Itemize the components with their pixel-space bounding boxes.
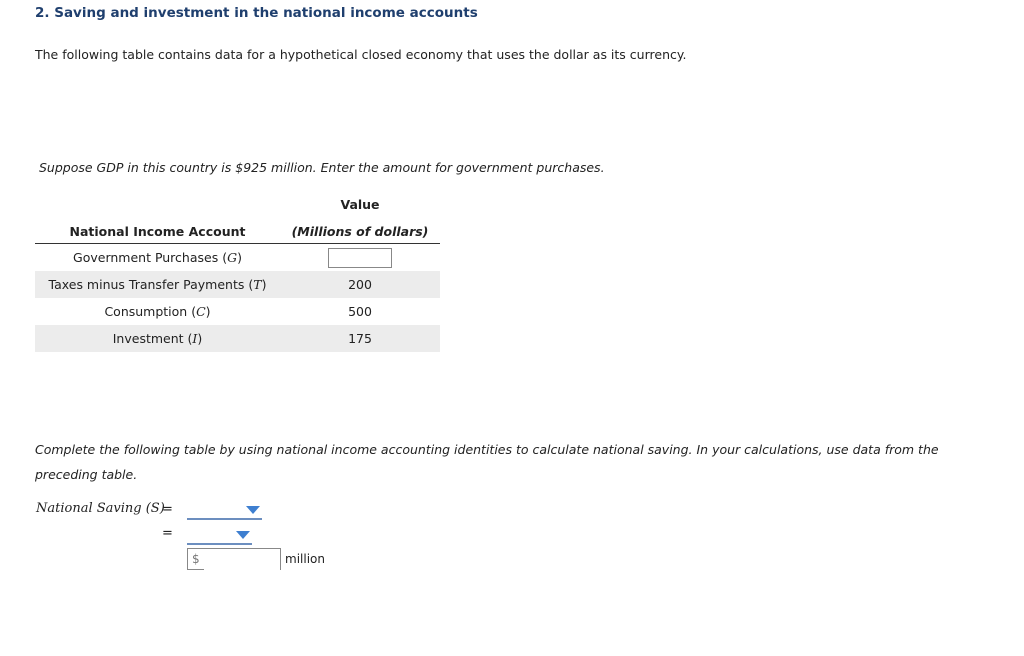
row-label: Government Purchases (G) xyxy=(73,250,242,265)
equals-sign: = xyxy=(162,526,173,541)
chevron-down-icon xyxy=(246,506,260,514)
dollar-sign: $ xyxy=(192,552,200,566)
row-value: 200 xyxy=(280,271,440,298)
row-value: 175 xyxy=(280,325,440,352)
equals-sign: = xyxy=(162,502,173,517)
intro-text: The following table contains data for a hypothetical closed economy that uses the dollar as its currency. xyxy=(35,47,687,62)
saving-formula-dropdown-2[interactable] xyxy=(187,527,252,545)
row-label: Investment (I) xyxy=(35,325,280,352)
row-value: 500 xyxy=(348,304,372,319)
table-row xyxy=(35,298,440,325)
national-saving-input[interactable] xyxy=(204,550,280,570)
row-label: Consumption (C) xyxy=(104,304,211,319)
units-header: (Millions of dollars) xyxy=(280,213,440,244)
table-row xyxy=(35,271,440,298)
table-row xyxy=(35,325,440,352)
national-income-table xyxy=(35,195,440,352)
gdp-prompt: Suppose GDP in this country is $925 million. Enter the amount for government purchases. xyxy=(39,160,605,175)
saving-instruction: Complete the following table by using national income accounting identities to calculate national saving. In your calculations, use data from the preceding table. xyxy=(35,442,939,482)
saving-formula-dropdown[interactable] xyxy=(187,502,262,520)
account-header: National Income Account xyxy=(35,213,280,244)
government-purchases-input[interactable] xyxy=(328,248,392,268)
question-title: 2. Saving and investment in the national income accounts xyxy=(35,5,478,21)
table-row xyxy=(35,244,440,272)
national-saving-label: National Saving (S) xyxy=(36,501,165,516)
value-header: Value xyxy=(340,196,380,212)
row-label: Taxes minus Transfer Payments (T) xyxy=(35,271,280,298)
unit-label: million xyxy=(285,552,325,566)
national-saving-amount-field[interactable] xyxy=(187,548,281,570)
chevron-down-icon xyxy=(236,531,250,539)
